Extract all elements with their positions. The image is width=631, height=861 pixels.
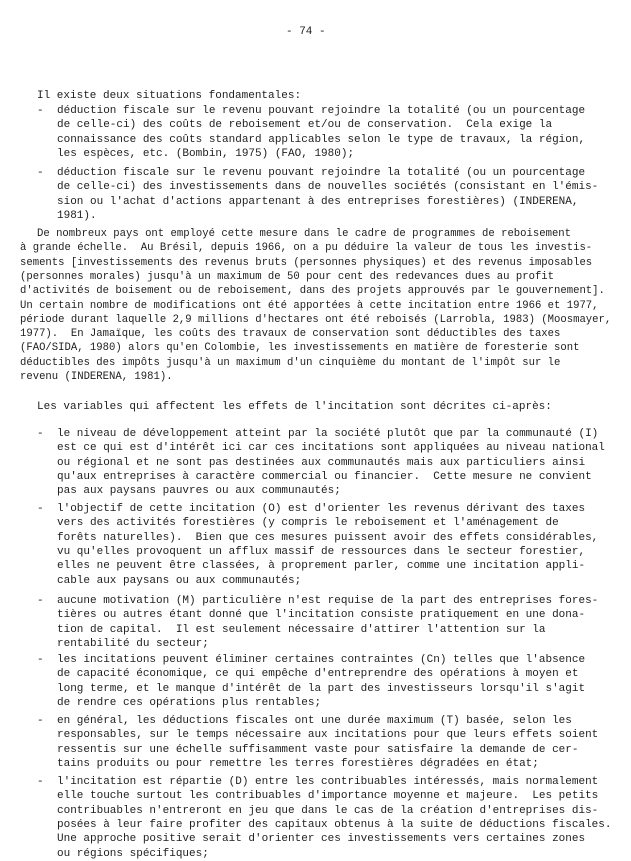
text-line: les incitations peuvent éliminer certaines contraintes (Cn) telles que l'absence xyxy=(57,654,586,666)
page-number: - 74 - xyxy=(286,26,326,38)
text-line: 1977). En Jamaïque, les coûts des travaux de conservation sont déductibles des taxes xyxy=(20,328,561,341)
text-line: contribuables n'entreront en jeu que dans le cas de la création d'entreprises dis- xyxy=(57,804,599,817)
text-line: de rendre ces opérations plus rentables; xyxy=(57,696,322,709)
text-line: période durant laquelle 2,9 millions d'hectares ont été reboisés (Larrobla, 1983) (Moosmayer, xyxy=(20,313,612,326)
text-line: De nombreux pays ont employé cette mesure dans le cadre de programmes de reboisement xyxy=(37,228,572,240)
text-line: à grande échelle. Au Brésil, depuis 1966, on a pu déduire la valeur de tous les investis- xyxy=(20,242,593,255)
text-line: Un certain nombre de modifications ont été apportées à cette incitation entre 1966 et 1977, xyxy=(20,299,599,312)
text-line: (personnes morales) jusqu'à un maximum de 50 pour cent des redevances dues au profit xyxy=(20,270,555,283)
text-line: vu qu'elles provoquent un afflux massif de ressources dans le secteur forestier, xyxy=(57,545,586,558)
text-line: tières ou autres étant donné que l'incitation consiste pratiquement en une dona- xyxy=(57,609,586,622)
text-line: sion ou l'achat d'actions appartenant à des entreprises forestières) (INDERENA, xyxy=(57,195,579,208)
text-line: déduction fiscale sur le revenu pouvant rejoindre la totalité (ou un pourcentage xyxy=(57,167,586,179)
text-line: elle touche surtout les contribuables d'importance moyenne et majeure. Les petits xyxy=(57,790,599,803)
text-line: long terme, et le manque d'intérêt de la part des investisseurs lorsqu'il s'agit xyxy=(57,682,586,695)
text-line: ou régions spécifiques; xyxy=(57,847,209,860)
text-line: déduction fiscale sur le revenu pouvant rejoindre la totalité (ou un pourcentage xyxy=(57,105,586,117)
text-line: qu'aux entreprises à caractère commercial ou financier. Cette mesure ne convient xyxy=(57,470,592,483)
text-line: tains produits ou pour remettre les terres forestières dégradées en état; xyxy=(57,757,539,770)
text-line: ou régional et ne sont pas destinées aux communautés mais aux particuliers ainsi xyxy=(57,456,586,469)
bullet-dash: - xyxy=(37,776,44,788)
text-line: Une approche positive serait d'orienter ces investissements vers certaines zones xyxy=(57,833,586,846)
bullet-dash: - xyxy=(37,167,44,179)
text-line: responsables, sur le temps nécessaire aux incitations pour que leurs effets soient xyxy=(57,729,599,742)
text-line: le niveau de développement atteint par la société plutôt que par la communauté (I) xyxy=(57,428,599,440)
text-line: rentabilité du secteur; xyxy=(57,637,209,650)
text-line: aucune motivation (M) particulière n'est requise de la part des entreprises fores- xyxy=(57,595,599,607)
text-line: de celle-ci) des coûts de reboisement et/ou de conservation. Cela exige la xyxy=(57,119,553,132)
text-line: revenu (INDERENA, 1981). xyxy=(20,371,173,383)
text-line: cable aux paysans ou aux communautés; xyxy=(57,574,302,587)
text-line: pas aux paysans pauvres ou aux communautés; xyxy=(57,485,341,498)
text-line: d'activités de boisement ou de reboisement, dans des projets approuvés par le gouvernement]. xyxy=(20,285,605,298)
text-line: 1981). xyxy=(57,209,97,222)
text-line: les espèces, etc. (Bombin, 1975) (FAO, 1980); xyxy=(57,147,355,160)
text-line: Il existe deux situations fondamentales: xyxy=(37,90,302,102)
text-line: forêts naturelles). Bien que ces mesures puissent avoir des effets considérables, xyxy=(57,531,599,544)
text-line: (FAO/SIDA, 1980) alors qu'en Colombie, les investissements en matière de foresterie sont xyxy=(20,342,580,355)
text-line: déductibles des impôts jusqu'à un maximum d'un cinquième du montant de l'impôt sur le xyxy=(20,356,561,369)
text-line: elles ne peuvent être classées, à proprement parler, comme une incitation appli- xyxy=(57,560,586,573)
text-line: de capacité économique, ce qui empêche d'entreprendre des opérations à moyen et xyxy=(57,668,579,681)
bullet-dash: - xyxy=(37,105,44,117)
text-line: de celle-ci) des investissements dans de nouvelles sociétés (consistant en l'émis- xyxy=(57,181,599,194)
text-line: en général, les déductions fiscales ont une durée maximum (T) basée, selon les xyxy=(57,715,572,727)
text-line: l'incitation est répartie (D) entre les contribuables intéressés, mais normalement xyxy=(57,776,599,788)
bullet-dash: - xyxy=(37,715,44,727)
text-line: connaissance des coûts standard applicables selon le type de travaux, la région, xyxy=(57,133,586,146)
text-line: posées à leur faire profiter des capitaux obtenus à la suite de déductions fiscales. xyxy=(57,818,612,831)
bullet-dash: - xyxy=(37,503,44,515)
bullet-dash: - xyxy=(37,595,44,607)
text-line: tion de capital. Il est seulement nécessaire d'attirer l'attention sur la xyxy=(57,623,546,636)
text-line: ressentis sur une échelle suffisamment vaste pour satisfaire la demande de cer- xyxy=(57,743,579,756)
bullet-dash: - xyxy=(37,654,44,666)
text-line: sements [investissements des revenus bruts (personnes physiques) et des revenus imposables xyxy=(20,256,593,269)
text-line: Les variables qui affectent les effets de l'incitation sont décrites ci-après: xyxy=(37,401,552,413)
bullet-dash: - xyxy=(37,428,44,440)
text-line: l'objectif de cette incitation (O) est d'orienter les revenus dérivant des taxes xyxy=(57,503,586,515)
text-line: est ce qui est d'intérêt ici car ces incitations sont appliquées au niveau national xyxy=(57,442,605,455)
text-line: vers des activités forestières (y compris le reboisement et l'aménagement de xyxy=(57,517,559,530)
